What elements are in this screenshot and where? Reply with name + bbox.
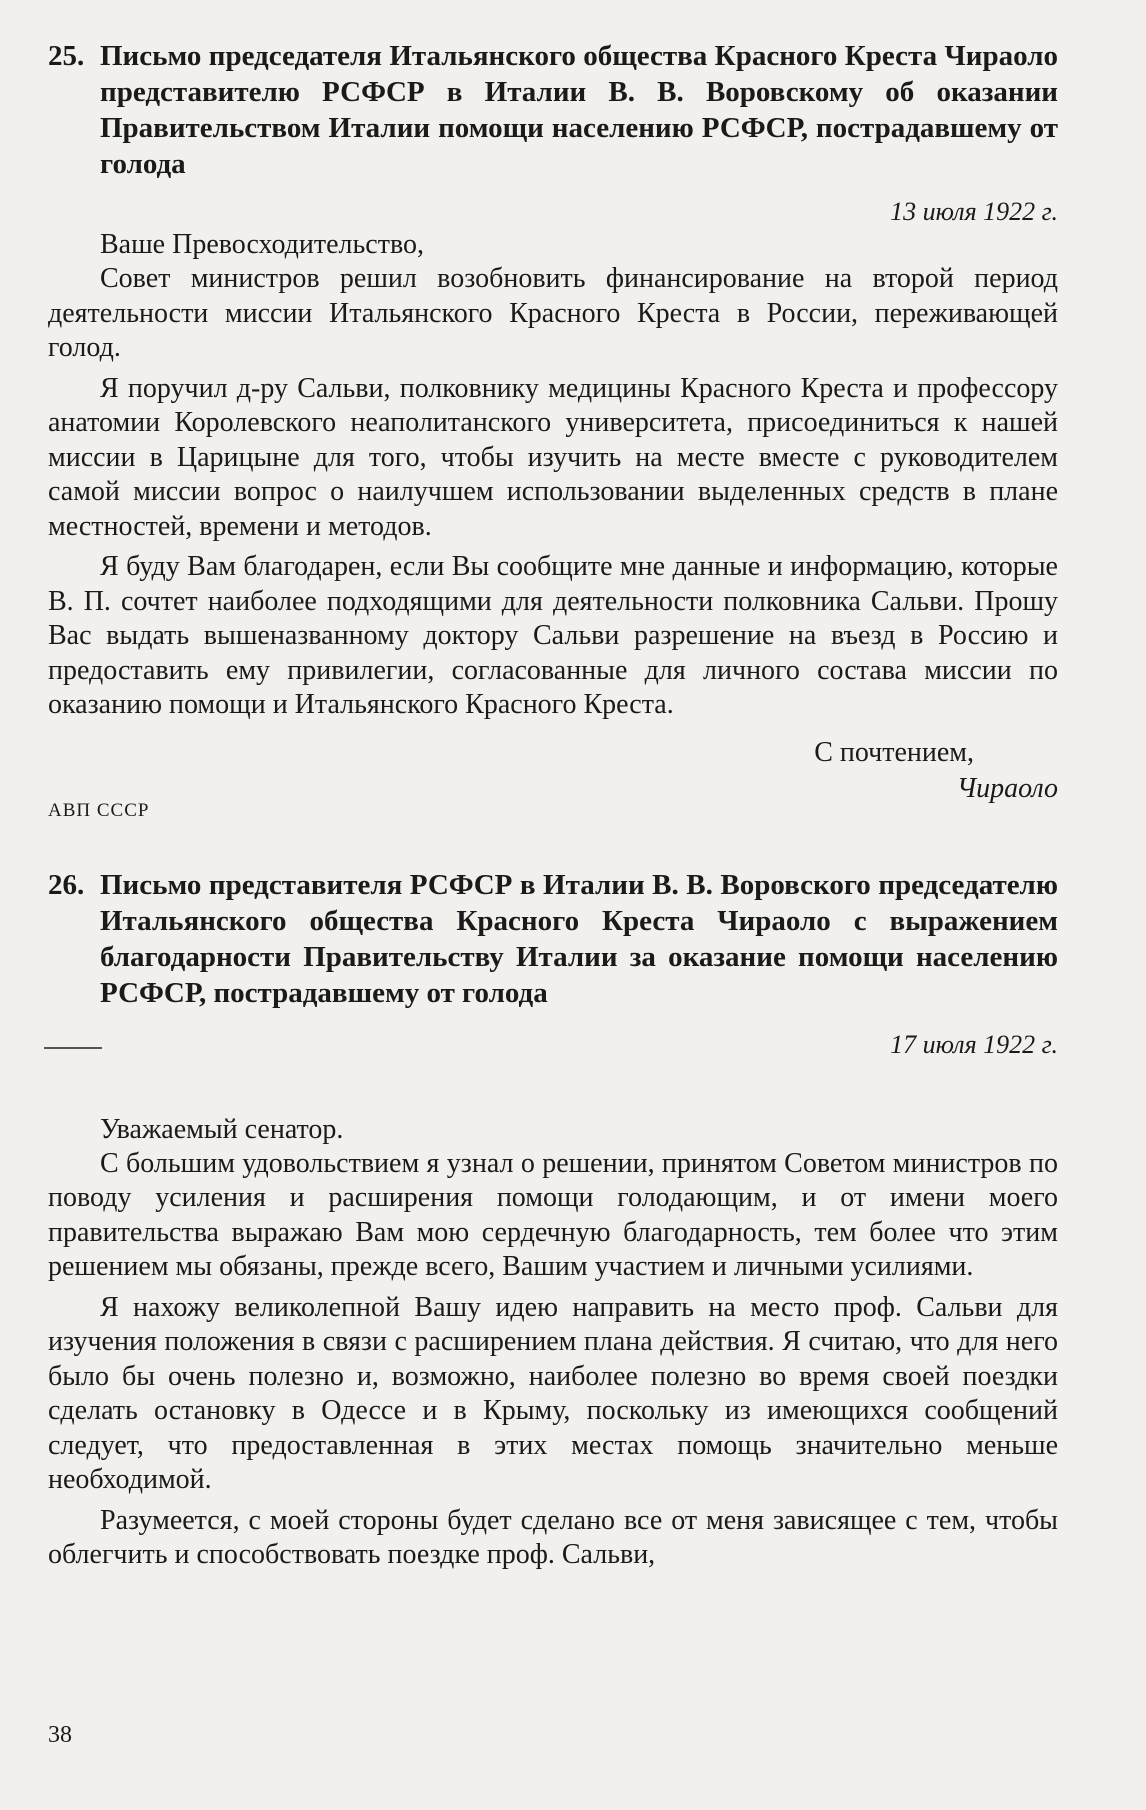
salutation: Ваше Превосходительство, <box>100 229 424 260</box>
document-26 <box>48 867 1058 1573</box>
document-number: 25. <box>48 40 85 72</box>
document-title: Письмо председателя Итальянского общества Красного Креста Чираоло представителю РСФСР в Италии В. В. Воровскому об оказании Правительством Италии помощи населению РСФСР, пострадавшему от голода <box>100 40 1058 180</box>
document-title: Письмо представителя РСФСР в Италии В. В. Воровского председателю Итальянского общества Красного Креста Чираоло с выражением благодарности Правительству Италии за оказание помощи населению РСФСР, пострадавшему от голода <box>100 868 1058 1009</box>
paragraph: С большим удовольствием я узнал о решении, принятом Советом министров по поводу усиления и расширения помощи голодающим, и от имени моего правительства выражаю Вам мою сердечную благодарность, тем более что этим решением мы обязаны, прежде всего, Вашим участием и личными усилиями. <box>48 1147 1058 1282</box>
document-25 <box>48 38 1058 823</box>
paragraph: Совет министров решил возобновить финансирование на второй период деятельности миссии Итальянского Красного Креста в России, переживающей голод. <box>48 263 1058 363</box>
document-date: 17 июля 1922 г. <box>890 1029 1058 1059</box>
date-row <box>48 1029 1058 1061</box>
document-number: 26. <box>48 868 85 901</box>
paragraph: Я буду Вам благодарен, если Вы сообщите мне данные и информацию, которые В. П. сочтет наиболее подходящими для деятельности полковника Сальви. Прошу Вас выдать вышеназванному доктору Сальви разрешение на въезд в Россию и предоставить ему привилегии, согласованные для личного состава миссии по оказанию помощи и Итальянского Красного Креста. <box>48 551 1058 720</box>
paragraph: Я нахожу великолепной Вашу идею направить на место проф. Сальви для изучения положения в связи с расширением плана действия. Я считаю, что для него было бы очень полезно и, возможно, наиболее полезно во время своей поездки сделать остановку в Одессе и в Крыму, поскольку из имеющихся сообщений следует, что предоставленная в этих местах помощь значительно меньше необходимой. <box>48 1291 1058 1495</box>
document-heading <box>48 38 1058 182</box>
paragraph: Разумеется, с моей стороны будет сделано все от меня зависящее с тем, чтобы облегчить и способствовать поездке проф. Сальви, <box>48 1504 1058 1570</box>
dash-mark <box>44 1047 102 1049</box>
paragraph: Я поручил д-ру Сальви, полковнику медицины Красного Креста и профессору анатомии Королевского неаполитанского университета, присоединиться к нашей миссии в Царицыне для того, чтобы изучить на месте вместе с руководителем самой миссии вопрос о наилучшем использовании выделенных средств в плане местностей, времени и методов. <box>48 372 1058 542</box>
document-date: 13 июля 1922 г. <box>890 197 1058 226</box>
page-number: 38 <box>48 1722 72 1748</box>
archive-source: АВП СССР <box>48 799 150 821</box>
page-content <box>48 38 1058 1573</box>
signature: Чираоло <box>956 772 1058 804</box>
salutation: Уважаемый сенатор. <box>100 1113 344 1145</box>
document-heading <box>48 867 1058 1011</box>
closing: С почтением, <box>814 736 974 768</box>
